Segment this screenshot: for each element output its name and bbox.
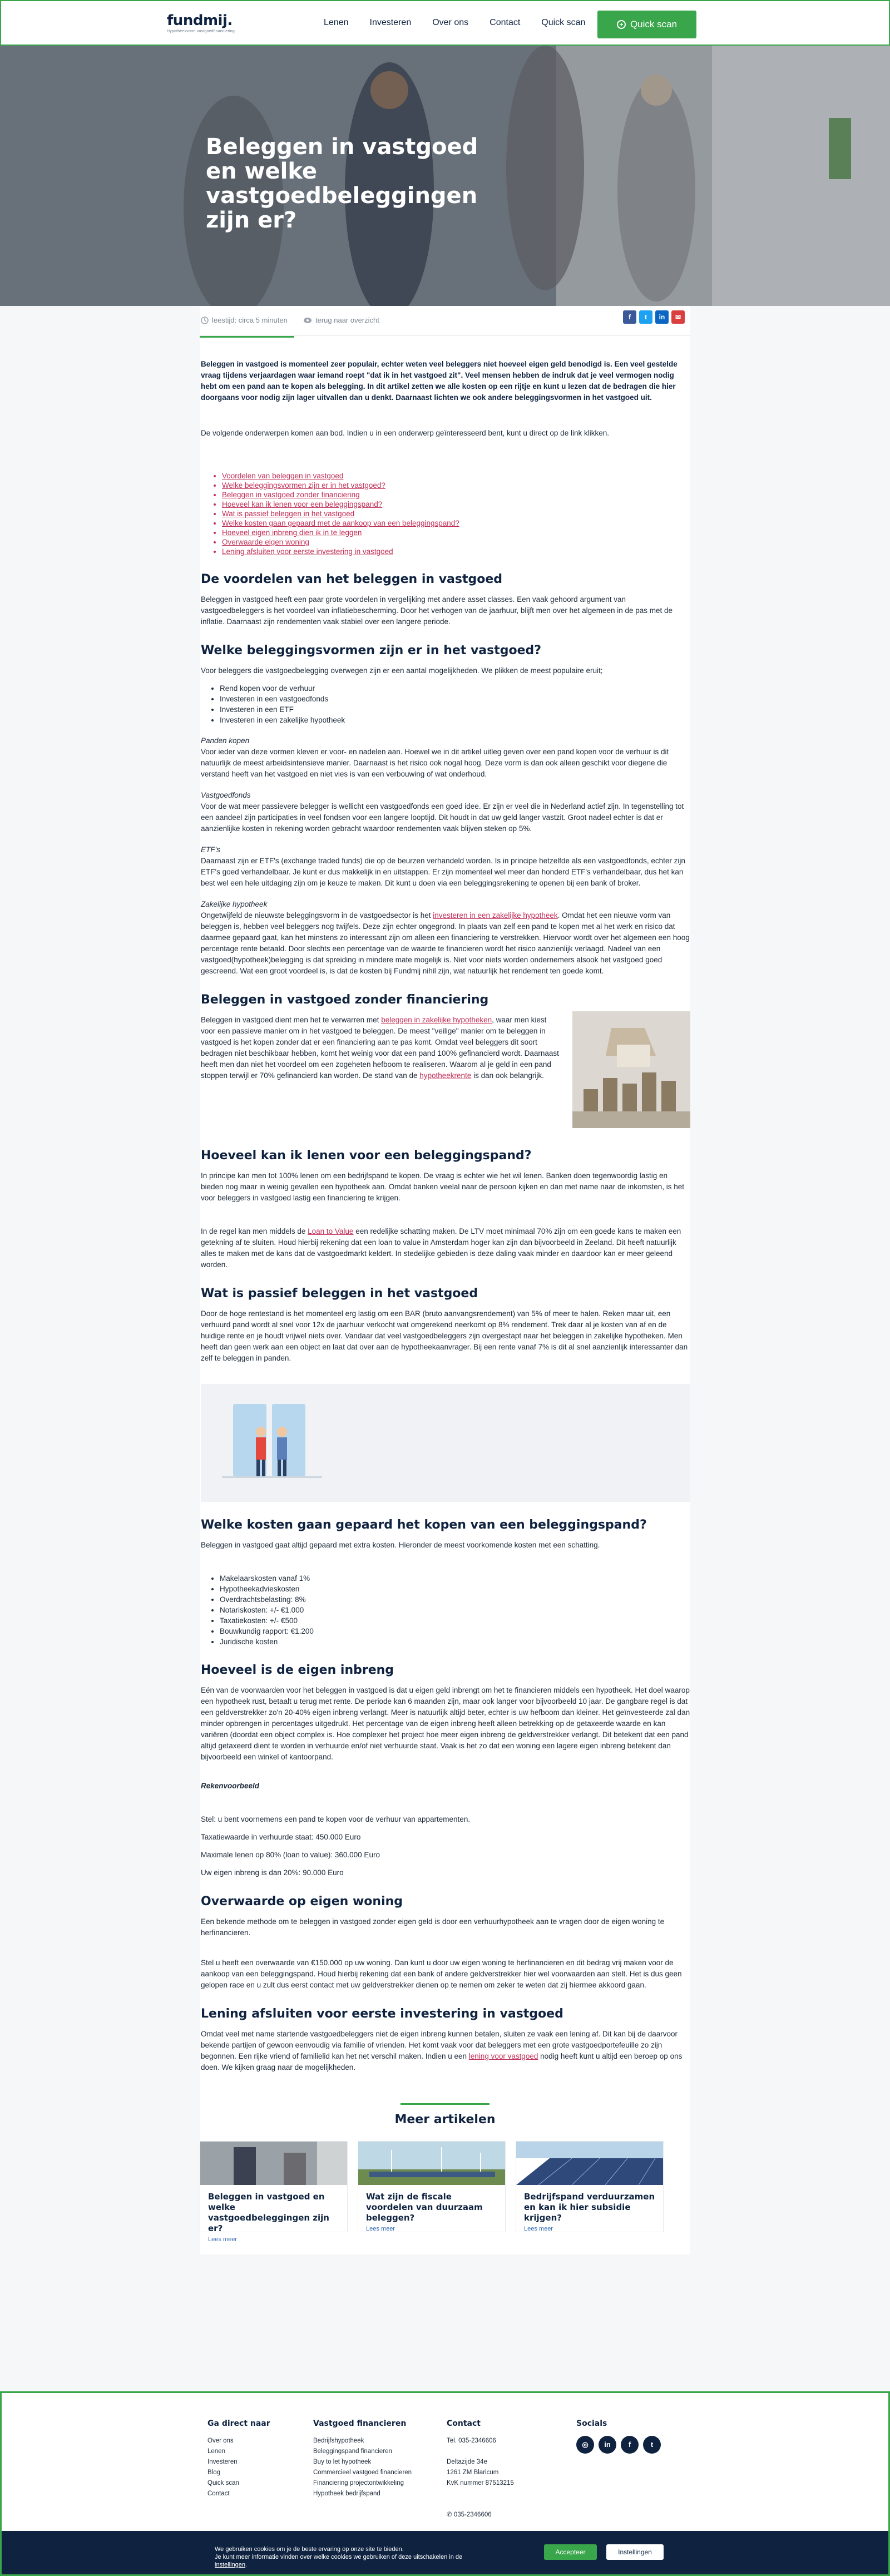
card-title: Bedrijfspand verduurzamen en kan ik hier subsidie krijgen? — [524, 2192, 655, 2223]
paragraph: Door de hoge rentestand is het momenteel erg lastig om een BAR (bruto aanvangsrendement) van 5% of meer te halen. Reken maar uit, een verhuurd pand wordt al snel voor 12x de jaarhuur verkocht wat omgerekend neerkomt op 8% rendement. Trek daar al je kosten van af en de huidige rente en je houdt vrijwel niets over. Vandaar dat veel vastgoedbeleggers zijn overgestapt naar het beleggen in zakelijke hypotheken. Men heeft dan geen werk aan een object en laat dat over aan de hypotheekaanvrager. Bij een rente vanaf 7% is dit al snel aanzienlijk interessanter dan zelf te beleggen in panden. — [201, 1309, 688, 1362]
facebook-share-icon[interactable]: f — [623, 310, 636, 324]
cookie-text — [215, 2545, 493, 2569]
toc-link[interactable]: • Hoeveel kan ik lenen voor een beleggingspand? — [222, 500, 690, 509]
text: , waar men kiest voor een passieve manier om in het vastgoed te beleggen. De meest "veilige" manier om te beleggen in vastgoed is het kopen zonder dat er een financiering aan te pas komt. Omdat veel beleggers dit soort bedragen niet beschikbaar hebben, komt het weinig voor dat een pand 100% gefinancierd wordt. Daarnaast heeft men dan niet het voordeel om een zogeheten hefboom te realiseren. Waarom al je geld in een pand stoppen terwijl er 70% gefinancierd kan worden. De stand van de — [201, 1016, 559, 1080]
text: Omdat veel met name startende vastgoedbeleggers niet de eigen inbreng kunnen betalen, sluiten ze vaak een lening af. Dit kan bij de daarvoor bekende partijen of gewoon eenvoudig via familie of vrienden. Het komt vaak voor dat beleggers met een grote vastgoedportefeuille zo zijn begonnen. Een rijke vriend of familielid kan het net verschil maken. Indien u een — [201, 2030, 678, 2060]
eye-icon — [303, 317, 312, 324]
facebook-icon[interactable]: f — [621, 2436, 639, 2454]
card-title: Beleggen in vastgoed en welke vastgoedbeleggingen zijn er? — [208, 2192, 329, 2233]
section-heading: Hoeveel kan ik lenen voor een beleggingspand? — [201, 1149, 532, 1163]
cookie-settings-button[interactable]: Instellingen — [606, 2544, 664, 2560]
article-intro: Beleggen in vastgoed is momenteel zeer populair, echter weten veel beleggers niet hoeveel eigen geld benodigd is. Een veel gestelde vraag tijdens verjaardagen waar iemand roept "dat ik in het vastgoed zit". Veel mensen hebben de indruk dat je veel vermogen nodig hebt om een pand aan te kopen als belegging. In dit artikel zetten we alle kosten op een rijtje en kunt u lezen dat de bedragen die hier doorgaans voor nodig zijn lager uitvallen dan u denkt. Daarnaast lichten we ook andere beleggingsvormen in het vastgoed uit. — [201, 360, 678, 402]
list-item: • Taxatiekosten: +/- €500 — [220, 1615, 690, 1626]
toc-link[interactable]: • Welke kosten gaan gepaard met de aankoop van een beleggingspand? — [222, 518, 690, 528]
bullet-list — [220, 683, 690, 725]
linkedin-share-icon[interactable]: in — [655, 310, 669, 324]
card-title: Wat zijn de fiscale voordelen van duurzaam beleggen? — [366, 2192, 483, 2223]
nav-quick-scan[interactable]: Quick scan — [541, 18, 586, 27]
back-to-overview[interactable] — [303, 316, 379, 324]
paragraph — [201, 1226, 690, 1270]
nav-contact[interactable]: Contact — [490, 18, 521, 27]
paragraph: Beleggen in vastgoed gaat altijd gepaard met extra kosten. Hieronder de meest voorkomende kosten met een schatting. — [201, 1541, 600, 1549]
section-heading: Welke kosten gaan gepaard het kopen van een beleggingspand? — [201, 1518, 647, 1532]
list-item: • Hypotheekadvieskosten — [220, 1584, 690, 1594]
example-line: Maximale lenen op 80% (loan to value): 360.000 Euro — [201, 1851, 380, 1859]
subheading: Vastgoedfonds — [201, 791, 251, 799]
clock-icon — [201, 317, 209, 324]
instagram-icon[interactable]: ◎ — [576, 2436, 594, 2454]
subheading: Zakelijke hypotheek — [201, 900, 268, 908]
main-nav — [324, 18, 585, 28]
example-line: Stel: u bent voornemens een pand te kopen voor de verhuur van appartementen. — [201, 1815, 471, 1823]
section-heading: Beleggen in vastgoed zonder financiering — [201, 993, 489, 1007]
logo[interactable] — [167, 12, 235, 33]
article — [200, 306, 690, 2254]
paragraph: Voor beleggers die vastgoedbelegging overwegen zijn er een aantal mogelijkheden. We plikken de meest populaire eruit; — [201, 666, 603, 675]
text: Ongetwijfeld de nieuwste beleggingsvorm in de vastgoedsector is het — [201, 911, 433, 919]
text: Je kunt meer informatie vinden over welke cookies we gebruiken of deze uitschakelen in de — [215, 2554, 463, 2560]
contact-city: 1261 ZM Blaricum — [447, 2469, 499, 2476]
footer-link[interactable]: Commercieel vastgoed financieren — [313, 2469, 412, 2476]
section-heading: Hoeveel is de eigen inbreng — [201, 1663, 394, 1677]
list-item: • Investeren in een zakelijke hypotheek — [220, 715, 690, 725]
inline-link[interactable]: lening voor vastgoed — [468, 2052, 538, 2060]
list-item: • Bouwkundig rapport: €1.200 — [220, 1626, 690, 1636]
paragraph: Voor de wat meer passievere belegger is wellicht een vastgoedfonds een goed idee. Er zijn er veel die in Nederland actief zijn. In tegenstelling tot een aandeel zijn participaties in veel fondsen voor een langere looptijd. Dit houdt in dat uw geld langer vastzit. Groot nadeel echter is dat er aanzienlijke kosten in rekening worden gebracht waardoor rendementen vaak blijven steken op 5%. — [201, 802, 684, 833]
footer-link[interactable]: Lenen — [207, 2448, 225, 2455]
card-image — [200, 2142, 347, 2185]
toc-intro: De volgende onderwerpen komen aan bod. Indien u in een onderwerp geïnteresseerd bent, kunt u direct op de link klikken. — [201, 429, 609, 437]
list-item: • Makelaarskosten vanaf 1% — [220, 1573, 690, 1584]
footer-heading: Socials — [576, 2419, 607, 2428]
meta-divider — [200, 336, 294, 338]
card-image — [358, 2142, 505, 2185]
nav-investeren[interactable]: Investeren — [369, 18, 412, 27]
footer-col-socials — [576, 2419, 661, 2454]
paragraph — [201, 910, 690, 977]
footer-col-contact — [447, 2419, 514, 2520]
back-to-overview-label: terug naar overzicht — [315, 316, 379, 324]
accept-cookies-button[interactable]: Accepteer — [544, 2544, 597, 2560]
related-title: Meer artikelen — [394, 2113, 496, 2127]
phone-icon: ✆ — [447, 2511, 454, 2518]
list-item: • Rend kopen voor de verhuur — [220, 683, 690, 694]
hero-banner — [0, 46, 890, 306]
footer-link[interactable]: Buy to let hypotheek — [313, 2459, 372, 2465]
cookie-line-1: We gebruiken cookies om je de beste ervaring op onze site te bieden. — [215, 2546, 404, 2553]
cookie-settings-link[interactable]: instellingen — [215, 2562, 246, 2568]
table-of-contents — [214, 471, 690, 556]
footer-link[interactable]: Investeren — [207, 2459, 238, 2465]
paragraph: In principe kan men tot 100% lenen om een bedrijfspand te kopen. De vraag is echter wie het wil lenen. Banken doen tegenwoordig lastig en bieden nog maar in weinig gevallen een hypotheek aan. Omdat banken veelal naar de persoon kijken en dan met name naar de inkomsten, is het voor beleggers in vastgoed lastig een financiering te krijgen. — [201, 1171, 685, 1202]
plus-circle-icon: + — [617, 20, 626, 29]
related-articles — [200, 2103, 690, 2243]
contact-phone[interactable]: Tel. 035-2346606 — [447, 2437, 496, 2444]
coins-house-image — [572, 1011, 690, 1128]
example-line: Uw eigen inbreng is dan 20%: 90.000 Euro — [201, 1868, 344, 1877]
card-read-more[interactable]: Lees meer — [208, 2236, 237, 2243]
footer-col-financing — [313, 2419, 412, 2499]
list-item: • Juridische kosten — [220, 1636, 690, 1647]
article-card[interactable] — [358, 2141, 506, 2232]
list-item: • Investeren in een ETF — [220, 704, 690, 715]
nav-over-ons[interactable]: Over ons — [432, 18, 469, 27]
footer-link[interactable]: Quick scan — [207, 2480, 239, 2486]
section-heading: Overwaarde op eigen woning — [201, 1895, 403, 1908]
card-read-more[interactable]: Lees meer — [366, 2226, 395, 2232]
text: is dan ook belangrijk. — [471, 1071, 544, 1080]
inline-link[interactable]: Loan to Value — [308, 1227, 354, 1235]
footer-link[interactable]: Beleggingspand financieren — [313, 2448, 392, 2455]
paragraph: Daarnaast zijn er ETF's (exchange traded funds) die op de beurzen verhandeld worden. Is in principe hetzelfde als een vastgoedfonds, echter zijn ETF's goed verhandelbaar. Je kunt er dus makkelijk in en uitstappen. Er zijn momenteel wel meer dan honderd ETF's verhandelbaar, dus het kan best wel een hele uitdaging zijn om je keuze te maken. Dit kunt u doen via een beleggingsrekening te openen bij een bank of broker. — [201, 857, 685, 887]
text: nodig heeft kunt u altijd een beroep op ons doen. We kijken graag naar de mogelijkheden. — [201, 2052, 683, 2071]
logo-text: fundmij. — [167, 12, 233, 29]
illustration-panel — [201, 1384, 690, 1502]
meeting-photo — [200, 2142, 347, 2185]
footer-link[interactable]: Contact — [207, 2490, 230, 2497]
article-body — [200, 359, 690, 2073]
windmill-photo — [358, 2142, 505, 2185]
footer-link[interactable]: Bedrijfshypotheek — [313, 2437, 364, 2444]
paragraph: Voor ieder van deze vormen kleven er voor- en nadelen aan. Hoewel we in dit artikel uitleg geven over een pand kopen voor de verhuur is dit natuurlijk de meest arbeidsintensieve manier. Daarnaast is het risico ook nogal hoog. Deze vorm is dan ook alleen geschikt voor diegene die verstand heeft van het vastgoed en niet vies is van een verbouwing of wat onderhoud. — [201, 748, 669, 778]
quick-scan-button[interactable] — [597, 11, 696, 38]
contact-address: Deltazijde 34e — [447, 2459, 487, 2465]
contact-phone-row[interactable] — [447, 2510, 514, 2520]
paragraph: Beleggen in vastgoed heeft een paar grote voordelen in vergelijking met andere asset classes. Een vaak gehoord argument van vastgoedbeleggers is het voordeel van inflatiebescherming. Door het verhogen van de jaarhuur, blijft men over het algemeen in de pas met de inflatie. Daarnaast zijn rendementen vaak stabiel over een langere periode. — [201, 595, 673, 626]
related-divider — [400, 2103, 490, 2105]
hero-title: Beleggen in vastgoed en welke vastgoedbeleggingen zijn er? — [206, 134, 478, 233]
site-footer — [0, 2391, 890, 2576]
list-item: • Investeren in een vastgoedfonds — [220, 694, 690, 704]
read-time — [201, 316, 288, 324]
text: Beleggen in vastgoed dient men het te verwarren met — [201, 1016, 382, 1024]
card-image — [516, 2142, 663, 2185]
nav-lenen[interactable]: Lenen — [324, 18, 349, 27]
twitter-share-icon[interactable]: t — [639, 310, 652, 324]
toc-link[interactable]: • Wat is passief beleggen in het vastgoed — [222, 509, 690, 518]
inline-link[interactable]: investeren in een zakelijke hypotheek — [433, 911, 558, 919]
footer-link[interactable]: Over ons — [207, 2437, 234, 2444]
twitter-icon[interactable]: t — [643, 2436, 661, 2454]
paragraph — [201, 2029, 690, 2073]
toc-link[interactable]: • Voordelen van beleggen in vastgoed — [222, 471, 690, 481]
footer-link[interactable]: Financiering projectontwikkeling — [313, 2480, 404, 2486]
costs-list — [220, 1573, 690, 1647]
example-line: Taxatiewaarde in verhuurde staat: 450.000 Euro — [201, 1833, 361, 1841]
footer-heading: Contact — [447, 2419, 481, 2428]
cookie-banner — [2, 2531, 888, 2574]
text: In de regel kan men middels de — [201, 1227, 308, 1235]
section-heading: De voordelen van het beleggen in vastgoed — [201, 572, 503, 586]
footer-link[interactable]: Blog — [207, 2469, 221, 2476]
paragraph: Stel u heeft een overwaarde van €150.000 op uw woning. Dan kunt u door uw eigen woning te herfinancieren en dit bedrag vrij maken voor de aankoop van een beleggingspand. Houd hierbij rekening dat een bank of andere geldverstrekker hier wel voorwaarden aan stelt. Het is dus geen gelopen race en u zult dus eerst contact met uw geldverstrekker dienen op te nemen om zeker te weten dat zij hiermee akkoord gaan. — [201, 1959, 682, 1989]
share-buttons — [623, 310, 685, 324]
linkedin-icon[interactable]: in — [599, 2436, 616, 2454]
cookie-line-2: Je kunt meer informatie vinden over welke cookies we gebruiken of deze uitschakelen in de instellingen. — [215, 2554, 463, 2568]
article-card[interactable] — [516, 2141, 664, 2232]
logo-tagline: Hypotheekvorm vastgoedfinanciering — [167, 29, 235, 33]
solar-roof-photo — [516, 2142, 663, 2185]
coins-photo — [572, 1011, 690, 1128]
email-share-icon[interactable]: ✉ — [671, 310, 685, 324]
contact-kvk: KvK nummer 87513215 — [447, 2480, 514, 2486]
section-heading: Welke beleggingsvormen zijn er in het vastgoed? — [201, 644, 542, 657]
toc-link[interactable]: • Beleggen in vastgoed zonder financiering — [222, 490, 690, 500]
footer-heading: Ga direct naar — [207, 2419, 270, 2428]
site-header — [0, 0, 890, 46]
subheading: Panden kopen — [201, 736, 250, 745]
card-read-more[interactable]: Lees meer — [524, 2226, 553, 2232]
footer-col-goto — [207, 2419, 270, 2499]
people-door-illustration — [216, 1398, 328, 1487]
paragraph: Een bekende methode om te beleggen in vastgoed zonder eigen geld is door een verhuurhypotheek aan te vragen door de eigen woning te herfinancieren. — [201, 1917, 665, 1937]
toc-link[interactable]: • Welke beleggingsvormen zijn er in het vastgoed? — [222, 481, 690, 490]
text: een redelijke schatting maken. De LTV moet minimaal 70% zijn om een goede kans te maken een getekning af te sluiten. Houd hierbij rekening dat een loan to value in Amsterdam hoger kan zijn dan bijvoorbeeld in Zeeland. Dit heeft natuurlijk alles te maken met de kans dat de vastgoedmarkt keldert. In stedelijke gebieden is deze daling vaak minder en daardoor kan er meer geleend worden. — [201, 1227, 681, 1269]
inline-link[interactable]: hypotheekrente — [419, 1071, 472, 1080]
toc-link[interactable]: • Hoeveel eigen inbreng dien ik in te leggen — [222, 528, 690, 537]
read-time-text: leestijd: circa 5 minuten — [212, 316, 288, 324]
article-meta — [200, 306, 690, 336]
subheading: ETF's — [201, 846, 220, 854]
footer-heading: Vastgoed financieren — [313, 2419, 407, 2428]
list-item: • Overdrachtsbelasting: 8% — [220, 1594, 690, 1605]
inline-link[interactable]: beleggen in zakelijke hypotheken — [381, 1016, 492, 1024]
related-cards — [200, 2141, 690, 2243]
example-heading: Rekenvoorbeeld — [201, 1782, 260, 1790]
list-item: • Notariskosten: +/- €1.000 — [220, 1605, 690, 1615]
text: . Omdat het een nieuwe vorm van beleggen is, hebben veel beleggers nog twijfels. Deze zijn echter ongegrond. In plaats van zelf een pand te kopen met al het werk en risico dat daarmee gepaard gaat, kan het minstens zo interessant zijn om alleen een financiering te verstrekken. Hiervoor wordt over het algemeen een hoog percentage rente betaald. Door slechts een percentage van de waarde te financieren wordt het risico aanzienlijk verlaagd. Nadeel van een vastgoed(hypotheek)belegging is dat spreiding in mindere mate mogelijk is. Niet voor niets worden ondernemers alsook het vastgoed goed gescreend. Wat een groot voordeel is, is dat de kosten bij Fundmij nihil zijn, wat natuurlijk het rendement ten goede komt. — [201, 911, 690, 975]
article-card[interactable] — [200, 2141, 348, 2243]
toc-link[interactable]: • Lening afsluiten voor eerste investering in vastgoed — [222, 547, 690, 556]
toc-link[interactable]: • Overwaarde eigen woning — [222, 537, 690, 547]
paragraph: Eén van de voorwaarden voor het beleggen in vastgoed is dat u eigen geld inbrengt om het te financieren middels een hypotheek. Het doel waarop een hypotheek rust, betaalt u terug met rente. De periode kan 6 maanden zijn, maar ook langer voor bijvoorbeeld 10 jaar. De gangbare regel is dat een geldverstrekker zo'n 20-40% eigen inbreng verlangt. Meer is natuurlijk altijd beter, echter is uw hefboom dan kleiner. Het geïnvesteerde zal dan minder opbrengen in percentages uitgedrukt. Het percentage van de eigen inbreng heeft alleen betrekking op de getaxeerde waarde en kan variëren (doordat een object complex is. Hoe complexer het project hoe meer eigen inbreng de geldverstrekker verlangt. Dit betekent dat een pand altijd getaxeerd dient te worden in verhuurde en/of niet verhuurde staat. Vaak is het zo dat een woning een lagere eigen inbreng betekent dan bijvoorbeeld een winkel of kantoorpand. — [201, 1686, 690, 1761]
social-icons — [576, 2436, 661, 2454]
contact-phone-2: 035-2346606 — [453, 2511, 492, 2518]
section-heading: Wat is passief beleggen in het vastgoed — [201, 1287, 478, 1301]
quick-scan-button-label: Quick scan — [630, 19, 678, 29]
section-heading: Lening afsluiten voor eerste investering in vastgoed — [201, 2007, 563, 2021]
footer-link[interactable]: Hypotheek bedrijfspand — [313, 2490, 380, 2497]
